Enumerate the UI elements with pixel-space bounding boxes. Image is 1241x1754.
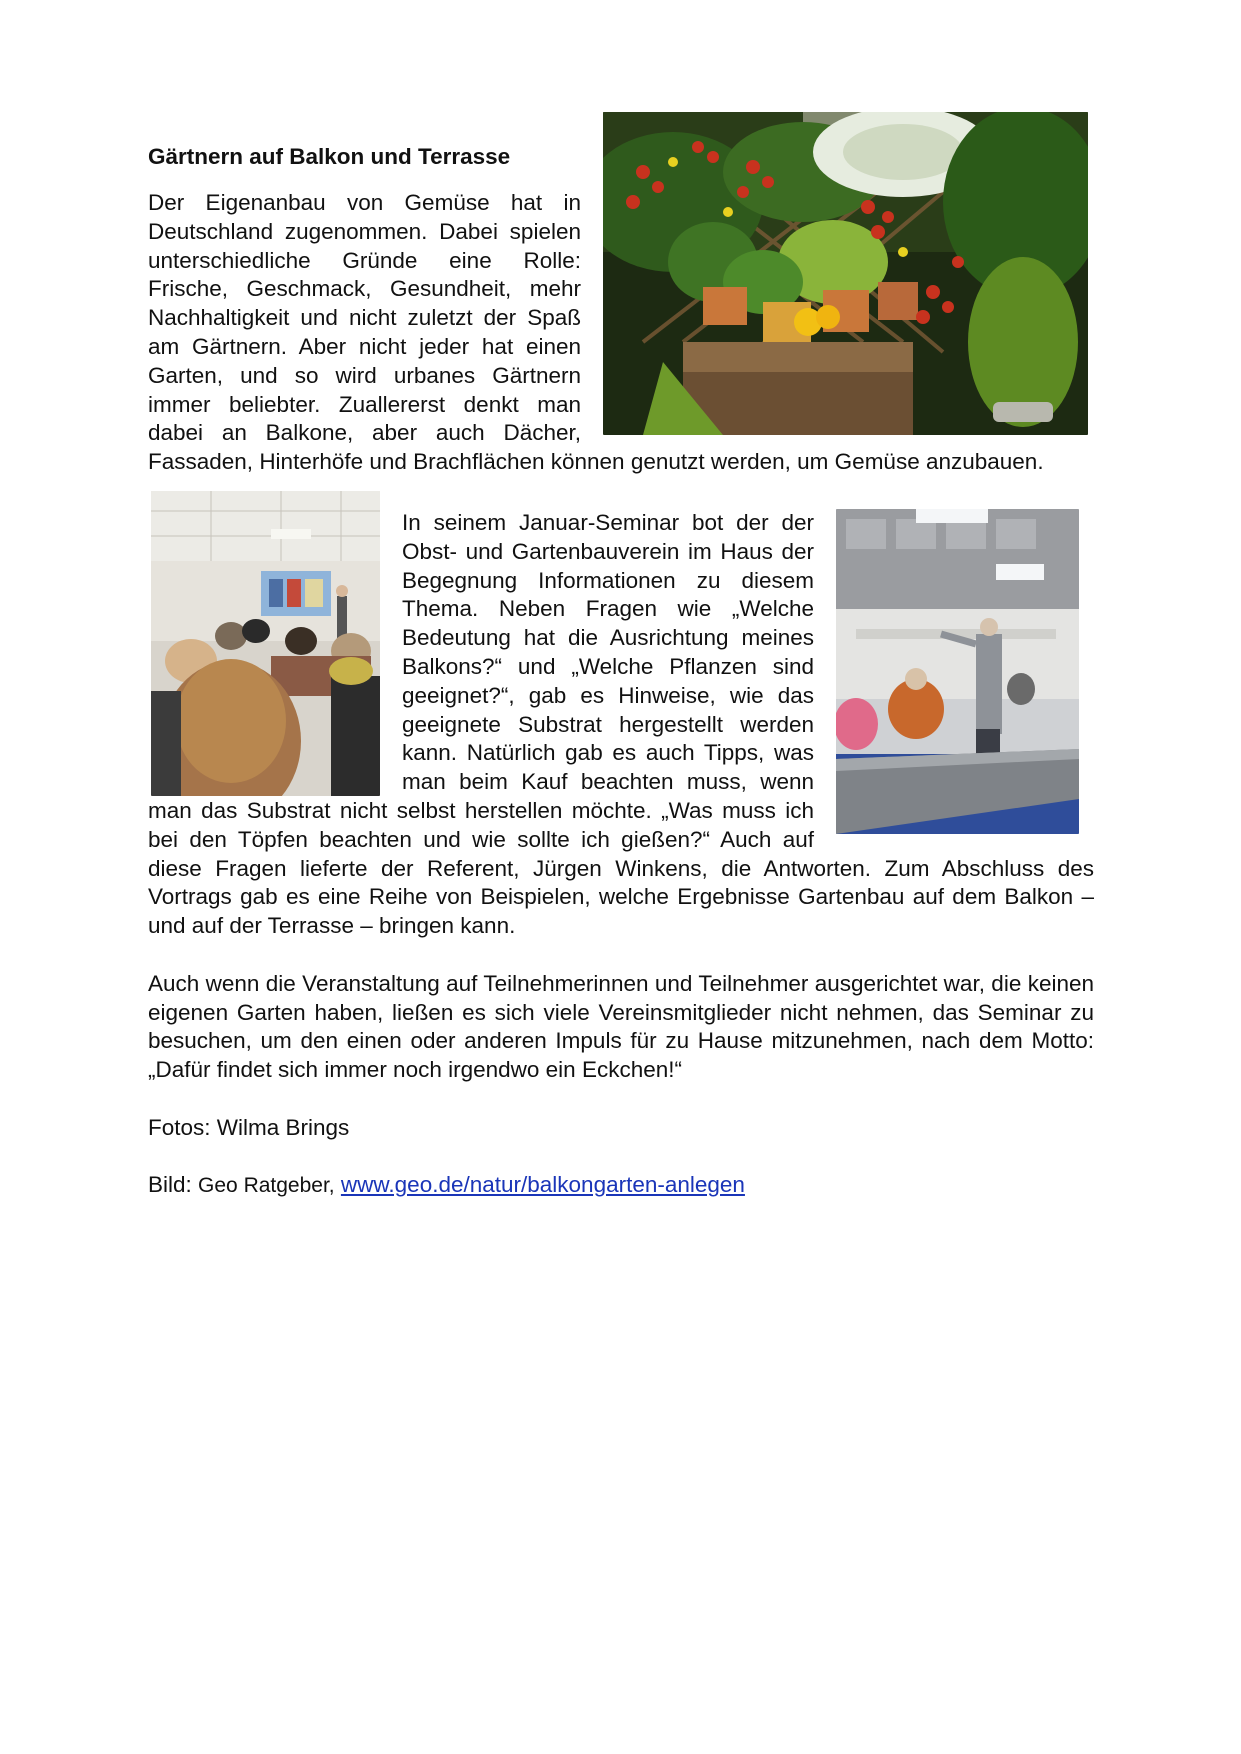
photo-credit: Fotos: Wilma Brings [148, 1114, 350, 1140]
speaker-presentation-photo [836, 509, 1079, 834]
closing-paragraph: Auch wenn die Veranstaltung auf Teilnehmerinnen und Teilnehmer ausgerichtet war, die keinen eigenen Garten haben, ließen es sich viele Vereinsmitglieder nicht nehmen, das Seminar zu besuchen, um den einen oder anderen Impuls für zu Hause mitzunehmen, nach dem Motto: „Dafür findet sich immer noch irgendwo ein Eckchen!“ [148, 970, 1094, 1083]
image-credit-label: Bild: [148, 1172, 192, 1198]
article [148, 143, 1094, 1201]
seminar-audience-photo [151, 491, 380, 796]
article-title: Gärtnern auf Balkon und Terrasse [148, 144, 511, 169]
seminar-paragraph: In seinem Januar-Seminar bot der der Obst- und Gartenbauverein im Haus der Begegnung Informationen zu diesem Thema. Neben Fragen wie „Welche Bedeutung hat die Ausrichtung meines Balkons?“ und „Welche Pflanzen sind geeignet?“, gab es Hinweise, wie das geeignete Substrat hergestellt werden kann. Natürlich gab es auch Tipps, was man beim Kauf beachten muss, wenn man das Substrat nicht selbst herstellen möchte. „Was muss ich bei den Töpfen beachten und wie sollte ich gießen?“ Auch auf diese Fragen lieferte der Referent, Jürgen Winkens, die Antworten. Zum Abschluss des Vortrags gab es eine Reihe von Beispielen, welche Ergebnisse Gartenbau auf dem Balkon – und auf der Terrasse – bringen kann. [148, 509, 1094, 939]
intro-paragraph: Der Eigenanbau von Gemüse hat in Deutschland zugenommen. Dabei spielen unterschiedliche Gründe eine Rolle: Frische, Geschmack, Gesundheit, mehr Nachhaltigkeit und nicht zuletzt der Spaß am Gärtnern. Aber nicht jeder hat einen Garten, und so wird urbanes Gärtnern immer beliebter. Zuallererst denkt man dabei an Balkone, aber auch Dächer, Fassaden, Hinterhöfe und Brachflächen können genutzt werden, um Gemüse anzubauen. [148, 190, 1044, 475]
image-credit-source: Geo Ratgeber, [198, 1174, 335, 1198]
geo-article-link[interactable]: www.geo.de/natur/balkongarten-anlegen [340, 1172, 745, 1198]
image-credit [148, 1171, 1094, 1201]
balcony-garden-photo [603, 112, 1088, 435]
